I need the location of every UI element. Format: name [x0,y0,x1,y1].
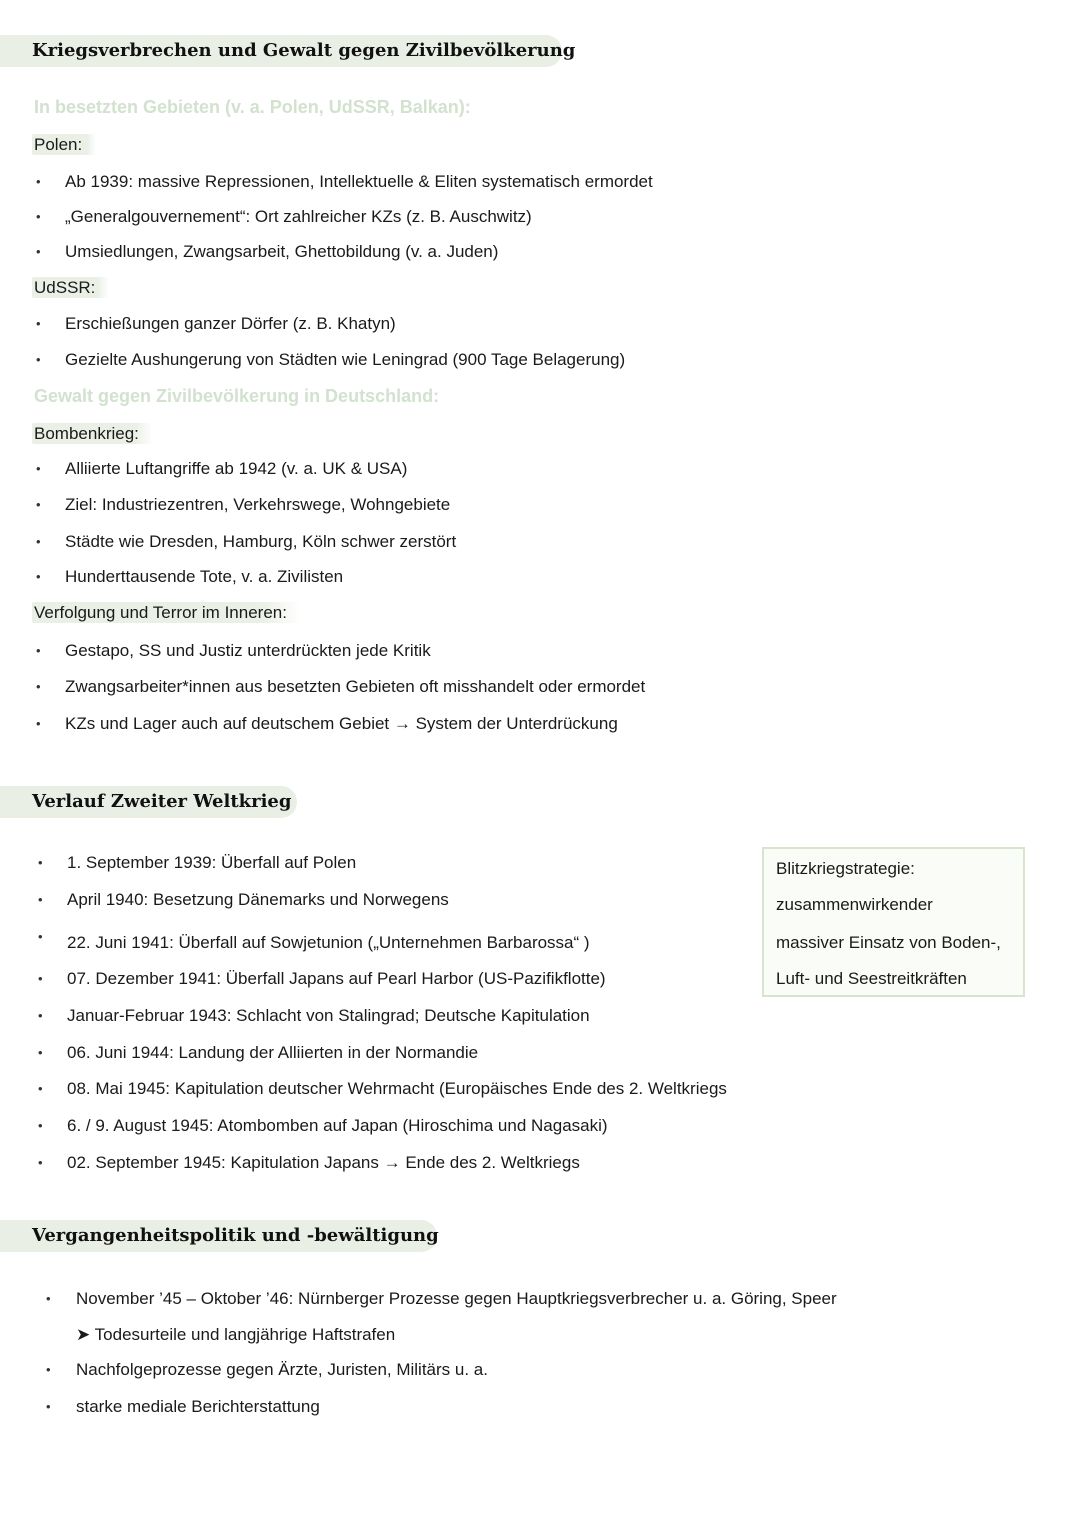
timeline-item: 06. Juni 1944: Landung der Alliierten in der Normandie [67,1043,479,1062]
bullet-icon: • [36,569,41,584]
section-header-verlauf [0,786,297,818]
label-polen: Polen: [34,135,96,155]
bullet-icon: • [36,534,41,549]
timeline-item: 22. Juni 1941: Überfall auf Sowjetunion („Unternehmen Barbarossa“ ) [67,933,590,952]
sub-list-item [76,1325,395,1345]
bullet-icon: • [36,244,41,259]
sub-list-item-text: Todesurteile und langjährige Haftstrafen [94,1325,396,1344]
bullet-icon: • [38,1008,43,1023]
list-item: Städte wie Dresden, Hamburg, Köln schwer zerstört [65,532,457,551]
bullet-icon: • [36,461,41,476]
bullet-icon: • [38,855,43,870]
bullet-icon: • [38,1155,43,1170]
list-item: Nachfolgeprozesse gegen Ärzte, Juristen, Militärs u. a. [76,1360,488,1379]
list-item: Ziel: Industriezentren, Verkehrswege, Wohngebiete [65,495,451,514]
section-header-vergangenheit [0,1220,437,1252]
bullet-icon: • [38,971,43,986]
bullet-icon: • [38,892,43,907]
timeline-item: 08. Mai 1945: Kapitulation deutscher Wehrmacht (Europäisches Ende des 2. Weltkriegs [67,1079,727,1098]
timeline-item: 1. September 1939: Überfall auf Polen [67,853,357,872]
bullet-icon: • [38,1045,43,1060]
bullet-icon: • [36,316,41,331]
timeline-item: 02. September 1945: Kapitulation Japans → Ende des 2. Weltkriegs [67,1153,580,1172]
list-item: Zwangsarbeiter*innen aus besetzten Gebieten oft misshandelt oder ermordet [65,677,646,696]
section-title: Vergangenheitspolitik und -bewältigung [32,1225,439,1246]
infobox-line: zusammenwirkender [776,895,933,914]
list-item: starke mediale Berichterstattung [76,1397,320,1416]
list-item: Gestapo, SS und Justiz unterdrückten jede Kritik [65,641,431,660]
bullet-icon: • [38,1081,43,1096]
infobox-line: Luft- und Seestreitkräften [776,969,967,988]
list-item: „Generalgouvernement“: Ort zahlreicher KZs (z. B. Auschwitz) [65,207,532,226]
section-title: Kriegsverbrechen und Gewalt gegen Zivilbevölkerung [32,40,576,61]
bullet-icon: • [38,929,43,944]
timeline-item: 6. / 9. August 1945: Atombomben auf Japan (Hiroschima und Nagasaki) [67,1116,608,1135]
list-item: Alliierte Luftangriffe ab 1942 (v. a. UK & USA) [65,459,408,478]
label-udssr: UdSSR: [34,278,109,298]
bullet-icon: • [36,679,41,694]
infobox-line: Blitzkriegstrategie: [776,859,915,878]
bullet-icon: • [36,209,41,224]
bullet-icon: • [36,643,41,658]
subheading-besetzte-gebiete: In besetzten Gebieten (v. a. Polen, UdSSR, Balkan): [34,97,471,117]
arrow-icon: ➤ [76,1325,91,1344]
bullet-icon: • [36,352,41,367]
section-title: Verlauf Zweiter Weltkrieg [32,791,292,812]
bullet-icon: • [36,497,41,512]
infobox-line: massiver Einsatz von Boden-, [776,933,1001,952]
bullet-icon: • [46,1291,51,1306]
timeline-item: Januar-Februar 1943: Schlacht von Stalingrad; Deutsche Kapitulation [67,1006,590,1025]
section-header-kriegsverbrechen [0,35,576,67]
list-item: Hunderttausende Tote, v. a. Zivilisten [65,567,344,586]
list-item: November ’45 – Oktober ’46: Nürnberger Prozesse gegen Hauptkriegsverbrecher u. a. Göring, Speer [76,1289,837,1308]
bullet-icon: • [46,1362,51,1377]
bullet-icon: • [38,1118,43,1133]
timeline-item: 07. Dezember 1941: Überfall Japans auf Pearl Harbor (US-Pazifikflotte) [67,969,606,988]
list-item: Erschießungen ganzer Dörfer (z. B. Khatyn) [65,314,396,333]
bullet-icon: • [36,716,41,731]
label-terror: Verfolgung und Terror im Inneren: [34,603,301,623]
list-item: Umsiedlungen, Zwangsarbeit, Ghettobildung (v. a. Juden) [65,242,499,261]
list-item: KZs und Lager auch auf deutschem Gebiet → System der Unterdrückung [65,714,618,733]
timeline-item: April 1940: Besetzung Dänemarks und Norwegens [67,890,449,909]
list-item: Ab 1939: massive Repressionen, Intellektuelle & Eliten systematisch ermordet [65,172,653,191]
label-bombenkrieg: Bombenkrieg: [34,424,153,444]
list-item: Gezielte Aushungerung von Städten wie Leningrad (900 Tage Belagerung) [65,350,626,369]
infobox-blitzkrieg [762,847,1025,997]
subheading-deutschland: Gewalt gegen Zivilbevölkerung in Deutschland: [34,386,440,406]
bullet-icon: • [46,1399,51,1414]
bullet-icon: • [36,174,41,189]
